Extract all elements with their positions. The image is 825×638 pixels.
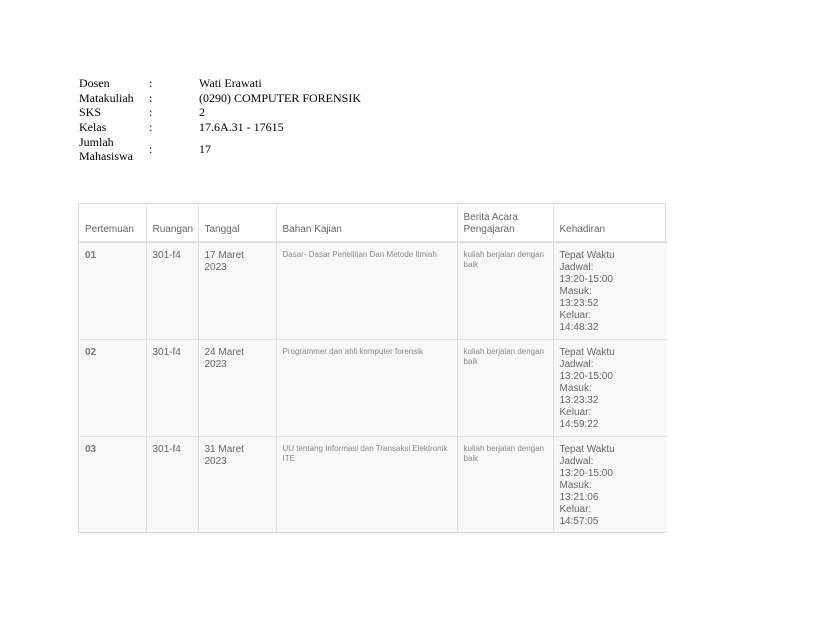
cell-kehadiran [553,242,667,339]
cell-tanggal [198,339,276,436]
kehadiran-keluar-label: Keluar: [559,406,592,418]
cell-pertemuan: 02 [79,339,146,436]
cell-berita-acara: kuliah berjalan dengan baik [457,339,553,436]
info-separator: : [149,105,153,119]
header-pertemuan: Pertemuan [79,204,146,242]
info-label [79,135,149,163]
info-label-line1: Jumlah [79,135,114,149]
kehadiran-status: Tepat Waktu [559,346,615,358]
kehadiran-keluar: 14:48:32 [559,322,599,333]
kehadiran-jadwal: 13:20-15:00 [559,370,613,382]
info-separator: : [149,142,153,156]
kehadiran-status: Tepat Waktu [559,443,615,455]
tanggal-line1: 31 Maret [204,443,244,455]
tanggal-line2: 2023 [204,262,227,273]
cell-bahan-kajian: Programmer dan ahli komputer forensik [276,339,457,436]
header-ruangan: Ruangan [146,204,198,242]
attendance-table [78,203,666,533]
cell-ruangan: 301-f4 [146,339,198,436]
kehadiran-masuk-label: Masuk: [559,286,592,297]
info-label-line2: Mahasiswa [79,149,133,163]
info-row-jumlah-mahasiswa [79,134,361,164]
info-label: Matakuliah [79,90,134,105]
cell-pertemuan: 01 [79,242,146,339]
info-row-sks [79,105,361,119]
kehadiran-masuk-label: Masuk: [559,479,592,491]
kehadiran-jadwal: 13:20-15:00 [559,467,613,479]
cell-tanggal [198,242,276,339]
table-row [79,242,667,339]
header-berita-acara [457,204,553,242]
cell-berita-acara: kuliah berjalan dengan baik [457,242,553,339]
course-info [79,76,361,164]
info-value: (0290) COMPUTER FORENSIK [199,90,362,105]
header-kehadiran: Kehadiran [553,204,667,242]
kehadiran-masuk: 13:21:06 [559,491,599,503]
header-berita-line2: Pengajaran [463,224,515,235]
info-value: 17 [199,142,211,156]
info-separator: : [149,119,153,134]
cell-bahan-kajian: UU tentang Informasi dan Transaksi Elektronik ITE [276,436,457,532]
cell-tanggal [198,436,276,532]
cell-kehadiran [553,339,667,436]
info-value: 2 [199,105,205,119]
kehadiran-jadwal-label: Jadwal: [559,262,594,273]
tanggal-line1: 17 Maret [204,250,244,261]
cell-ruangan: 301-f4 [146,436,198,532]
kehadiran-jadwal-label: Jadwal: [559,358,594,370]
tanggal-line2: 2023 [204,358,227,370]
tanggal-line2: 2023 [204,455,227,467]
table-row [79,436,667,532]
info-separator: : [149,76,153,90]
table-header-row [79,204,667,242]
info-row-dosen [79,76,361,90]
kehadiran-keluar: 14:59:22 [559,418,599,430]
kehadiran-jadwal-label: Jadwal: [559,455,594,467]
tanggal-line1: 24 Maret [204,346,244,358]
kehadiran-masuk-label: Masuk: [559,382,592,394]
header-berita-line1: Berita Acara [463,212,518,223]
cell-berita-acara: kuliah berjalan dengan baik [457,436,553,532]
table-row [79,339,667,436]
cell-ruangan: 301-f4 [146,242,198,339]
info-row-matakuliah [79,90,361,105]
info-value: Wati Erawati [199,76,262,90]
kehadiran-keluar-label: Keluar: [559,310,592,321]
cell-bahan-kajian: Dasar- Dasar Penelitian Dan Metode Ilmiah [276,242,457,339]
info-label: SKS [79,105,102,119]
kehadiran-keluar: 14:57:05 [559,515,599,527]
kehadiran-status: Tepat Waktu [559,250,615,261]
info-label: Kelas [79,119,107,134]
info-separator: : [149,90,153,105]
cell-pertemuan: 03 [79,436,146,532]
info-label: Dosen [79,76,110,90]
cell-kehadiran [553,436,667,532]
kehadiran-keluar-label: Keluar: [559,503,592,515]
kehadiran-masuk: 13:23:32 [559,394,599,406]
kehadiran-jadwal: 13:20-15:00 [559,274,613,285]
info-value: 17.6A.31 - 17615 [199,119,284,134]
info-row-kelas [79,119,361,134]
header-tanggal: Tanggal [198,204,276,242]
kehadiran-masuk: 13:23:52 [559,298,599,309]
header-bahan-kajian: Bahan Kajian [276,204,457,242]
